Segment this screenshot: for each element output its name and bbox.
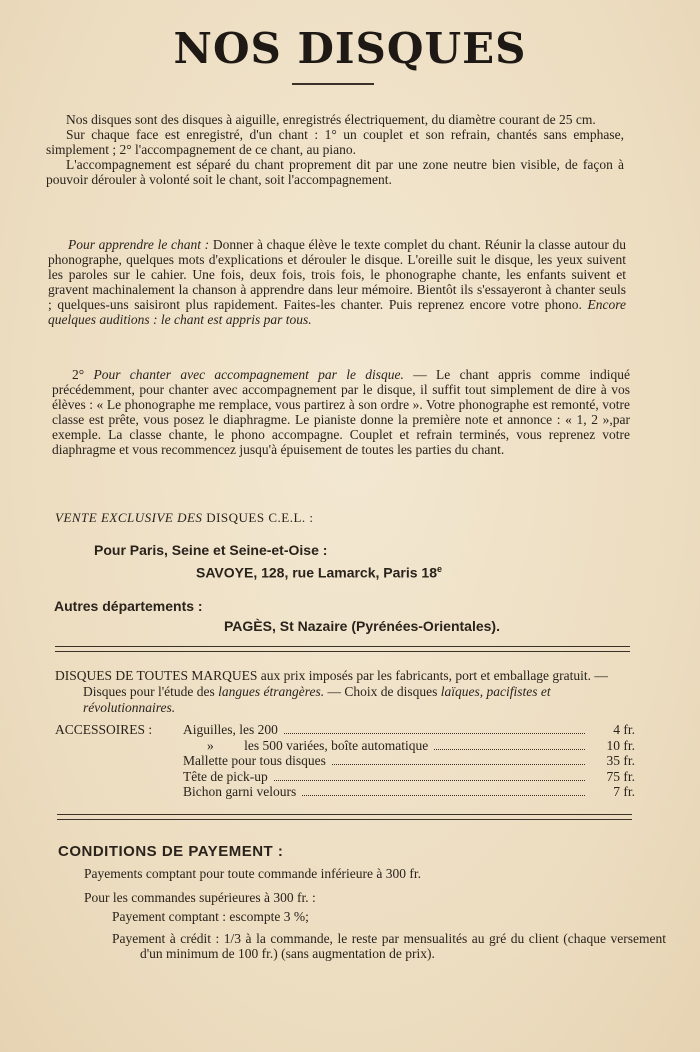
page-title: NOS DISQUES [173,24,527,73]
payment-conditions-heading: CONDITIONS DE PAYEMENT : [58,843,284,860]
dot-leader [302,786,585,796]
other-departments-address: PAGÈS, St Nazaire (Pyrénées-Orientales). [224,618,500,634]
accessory-price: 35 fr. [606,753,635,768]
accessory-price: 4 fr. [613,722,635,737]
all-brands-d: laïques, pacifistes et révolutionnaires. [83,684,551,715]
all-brands-c: — Choix de disques [324,684,441,699]
dot-leader [434,740,585,750]
all-brands-a: DISQUES DE TOUTES MARQUES aux prix imposés par les fabricants, port et emballage gratuit. — Disques pour l'étude des [55,668,608,699]
accessory-label: Mallette pour tous disques [183,753,326,768]
double-divider-2 [57,814,632,820]
intro-section [46,112,624,187]
dot-leader [284,724,585,734]
accompaniment-paragraph [52,367,630,457]
exclusive-sale-heading [55,510,314,526]
accessory-row [55,722,635,738]
double-divider-1 [55,646,630,652]
exclusive-sale-text: VENTE EXCLUSIVE DES [55,510,203,525]
accessory-row [55,738,635,754]
learn-section [48,237,626,327]
payment-line-2: Pour les commandes supérieures à 300 fr. : [84,890,316,905]
exclusive-sale-text-2: DISQUES C.E.L. : [202,510,314,525]
accessory-label: Tête de pick-up [183,768,268,784]
accessories-heading: ACCESSOIRES : [55,722,153,737]
learn-lead: Pour apprendre le chant : [68,237,210,252]
learn-body: Donner à chaque élève le texte complet du chant. Réunir la classe autour du phonographe, quelques mots d'explications et dérouler le disque. L'oreille suit le disque, les yeux suivent les paroles sur le cahier. Une fois, deux fois, trois fois, le phonographe chante, les enfants suivent et gravent machinalement la chanson à apprendre dans leur mémoire. Bientôt ils s'essayeront à chanter seuls ; quelques-uns saisiront plus rapidement. Faites-les chanter. Puis reprenez encore votre phono. [48,237,626,312]
learn-tail: Encore quelques auditions : le chant est appris par tous. [48,297,626,327]
intro-paragraph-3: L'accompagnement est séparé du chant proprement dit par une zone neutre bien visible, de façon à pouvoir dérouler à volonté soit le chant, soit l'accompagnement. [46,157,624,187]
accessory-label: Aiguilles, les 200 [183,722,278,737]
accompaniment-lead: Pour chanter avec accompagnement par le disque. [93,367,404,382]
learn-paragraph [48,237,626,327]
accessory-label: Bichon garni velours [183,784,297,799]
dot-leader [332,755,585,765]
accessory-label: » les 500 variées, boîte automatique [207,737,429,753]
accompaniment-section [52,367,630,457]
dot-leader [274,771,585,781]
accessory-price: 7 fr. [613,784,635,799]
payment-line-4: Payement à crédit : 1/3 à la commande, le reste par mensualités au gré du client (chaque versement d'un minimum de 100 fr.) (sans augmentation de prix). [112,931,666,961]
paris-address-sup: e [437,564,443,574]
accessory-price: 10 fr. [606,737,635,753]
paris-address [196,564,442,581]
payment-line-1: Payements comptant pour toute commande inférieure à 300 fr. [84,866,422,881]
paris-address-text: SAVOYE, 128, rue Lamarck, Paris 18 [196,564,437,581]
accessory-row [55,784,635,800]
all-brands-section [55,668,632,716]
intro-paragraph-2: Sur chaque face est enregistré, d'un chant : 1° un couplet et son refrain, chantés sans emphase, simplement ; 2° l'accompagnement de ce chant, au piano. [46,127,624,157]
all-brands-paragraph [55,668,632,716]
accessory-row [55,753,635,769]
intro-paragraph-1: Nos disques sont des disques à aiguille, enregistrés électriquement, du diamètre courant de 25 cm. [66,112,596,127]
title-underline [292,83,374,85]
all-brands-b: langues étrangères. [218,684,325,699]
accessories-list [55,722,635,800]
accompaniment-body: — Le chant appris comme indiqué précédemment, pour chanter avec accompagnement par le disque, il suffit tout simplement de dire à vos élèves : « Le phonographe me remplace, vous partirez à son ordre ». Votre phonographe est remonté, votre classe est prête, vous posez le diaphragme. Le pianiste donne la première note et annonce : « 1, 2 »,par exemple. La classe chante, le phono accompagne. Couplet et refrain terminés, vous reprenez votre diaphragme et vous recommencez jusqu'à épuisement de toutes les parties du chant. [52,367,630,457]
paris-label: Pour Paris, Seine et Seine-et-Oise : [94,542,328,558]
accessory-row [55,769,635,785]
accessory-price: 75 fr. [606,768,635,784]
accompaniment-number: 2° [72,367,85,382]
payment-line-3: Payement comptant : escompte 3 %; [112,909,309,924]
other-departments-label: Autres départements : [54,598,203,614]
